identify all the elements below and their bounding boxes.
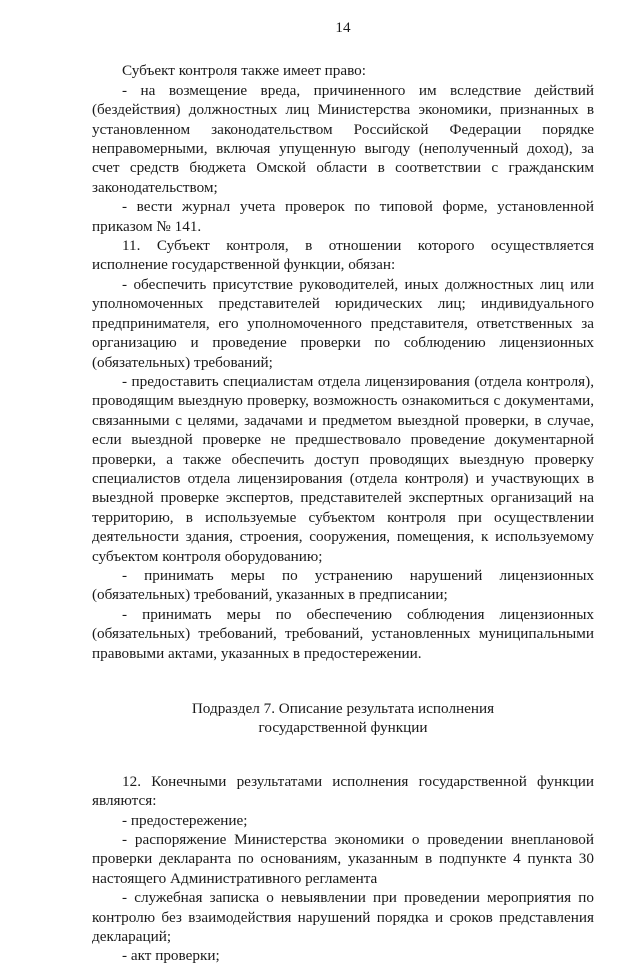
- list-item: - служебная записка о невыявлении при проведении мероприятия по контролю без взаимодействия нарушений порядка и сроков представления деклараций;: [92, 889, 594, 946]
- list-item: - акт проверки;: [122, 947, 220, 965]
- rights-section: [92, 61, 594, 663]
- paragraph: 11. Субъект контроля, в отношении которого осуществляется исполнение государственной функции, обязан:: [92, 237, 594, 274]
- paragraph: 12. Конечными результатами исполнения государственной функции являются:: [92, 772, 594, 810]
- section-heading-line: государственной функции: [258, 719, 428, 737]
- paragraph: - на возмещение вреда, причиненного им вследствие действий (бездействия) должностных лиц Министерства экономики, признанных в установленном законодательством Российской Федерации порядке неправомерными, включая упущенную выгоду (неполученный доход), за счет средств бюджета Омской области в соответствии с гражданским законодательством;: [92, 81, 594, 196]
- paragraph: - обеспечить присутствие руководителей, иных должностных лиц или уполномоченных представителей юридических лиц; индивидуального предпринимателя, его уполномоченного представителя, ответственных за организацию и проведение проверки по соблюдению лицензионных (обязательных) требований;: [92, 275, 594, 371]
- list-item: - распоряжение Министерства экономики о проведении внеплановой проверки декларанта по основаниям, указанным в подпункте 4 пункта 30 настоящего Административного регламента: [92, 831, 594, 887]
- page-number: 14: [335, 19, 351, 36]
- paragraph: Субъект контроля также имеет право:: [122, 62, 366, 80]
- paragraph: - вести журнал учета проверок по типовой форме, установленной приказом № 141.: [92, 198, 594, 235]
- paragraph: - предоставить специалистам отдела лицензирования (отдела контроля), проводящим выездную проверку, возможность ознакомиться с документами, связанными с целями, задачами и предметом выездной проверки, в случае, если выездной проверке не предшествовало проведение документарной проверки, а также обеспечить доступ проводящих выездную проверку специалистов отдела лицензирования (отдела контроля) и участвующих в выездной проверке экспертов, представителей экспертных организаций на территорию, в используемые субъектом контроля при осуществлении деятельности здания, строения, сооружения, помещения, к используемому субъектом контроля оборудованию;: [92, 372, 594, 565]
- section-heading: [92, 699, 594, 738]
- results-section: [92, 772, 594, 966]
- paragraph: - принимать меры по обеспечению соблюдения лицензионных (обязательных) требований, требований, установленных муниципальными правовыми актами, указанных в предостережении.: [92, 605, 594, 662]
- list-item: - предостережение;: [122, 811, 248, 829]
- section-heading-line: Подраздел 7. Описание результата исполнения: [191, 700, 495, 717]
- document-page: [92, 18, 594, 966]
- paragraph: - принимать меры по устранению нарушений лицензионных (обязательных) требований, указанных в предписании;: [92, 566, 594, 604]
